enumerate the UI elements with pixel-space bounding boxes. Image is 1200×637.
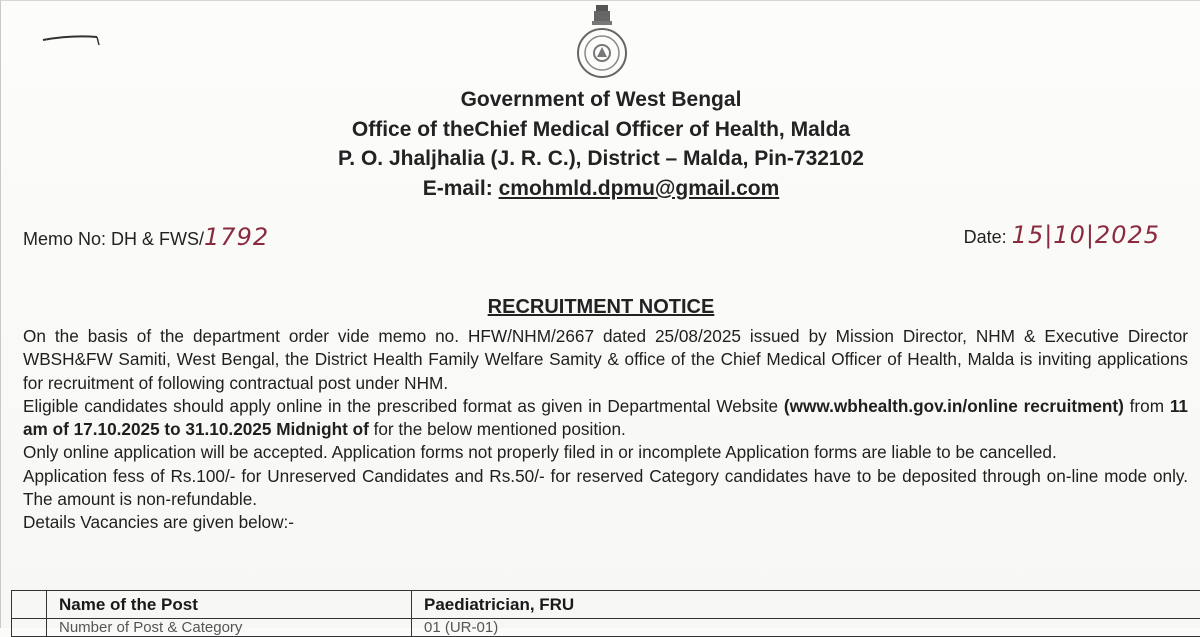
header-email-line: [1, 174, 1200, 204]
table-cell-label: Name of the Post: [47, 591, 412, 619]
header-government: Government of West Bengal: [1, 85, 1200, 115]
paragraph-fees: Application fess of Rs.100/- for Unreserved Candidates and Rs.50/- for reserved Category candidates have to be deposited through on-line mode only. The amount is non-refundable.: [23, 465, 1188, 512]
table-cell-value: Paediatrician, FRU: [412, 591, 1200, 619]
paragraph-apply-online: Eligible candidates should apply online in the prescribed format as given in Departmental Website (www.wbhealth.gov.in/online recruitment) from 11 am of 17.10.2025 to 31.10.2025 Midnight of for the below mentioned position.: [23, 395, 1188, 442]
paragraph-vacancies: Details Vacancies are given below:-: [23, 511, 1188, 534]
government-emblem-icon: [569, 3, 635, 79]
notice-title: RECRUITMENT NOTICE: [1, 296, 1200, 319]
memo-label: Memo No: DH & FWS/: [23, 229, 204, 249]
email-label: E-mail:: [423, 177, 499, 200]
date-label: Date:: [964, 227, 1012, 247]
table-cell-value: 01 (UR-01): [412, 619, 1200, 637]
pen-mark: [41, 31, 111, 51]
table-row: [12, 591, 1200, 619]
email-link[interactable]: cmohmld.dpmu@gmail.com: [499, 177, 780, 200]
notice-body: [23, 325, 1188, 535]
table-cell-sl: [12, 591, 47, 619]
memo-number: [23, 223, 269, 251]
paragraph-basis: On the basis of the department order vide memo no. HFW/NHM/2667 dated 25/08/2025 issued by Mission Director, NHM & Executive Director WBSH&FW Samiti, West Bengal, the District Health Family Welfare Samity & office of the Chief Medical Officer of Health, Malda is inviting applications for recruitment of following contractual post under NHM.: [23, 325, 1188, 395]
header-office: Office of theChief Medical Officer of Health, Malda: [1, 115, 1200, 145]
paragraph-online-only: Only online application will be accepted. Application forms not properly filed in or incomplete Application forms are liable to be cancelled.: [23, 441, 1188, 464]
vacancy-table: [11, 590, 1200, 637]
memo-date: [964, 221, 1160, 249]
letterhead: [1, 85, 1200, 203]
table-cell-label: Number of Post & Category: [47, 619, 412, 637]
date-handwritten-value: 15|10|2025: [1012, 221, 1160, 249]
header-address: P. O. Jhaljhalia (J. R. C.), District – Malda, Pin-732102: [1, 144, 1200, 174]
memo-handwritten-number: 1792: [204, 223, 269, 251]
website-link[interactable]: (www.wbhealth.gov.in/online recruitment): [784, 396, 1124, 416]
application-window: 11 am of 17.10.2025 to 31.10.2025 Midnight of: [23, 396, 1188, 439]
